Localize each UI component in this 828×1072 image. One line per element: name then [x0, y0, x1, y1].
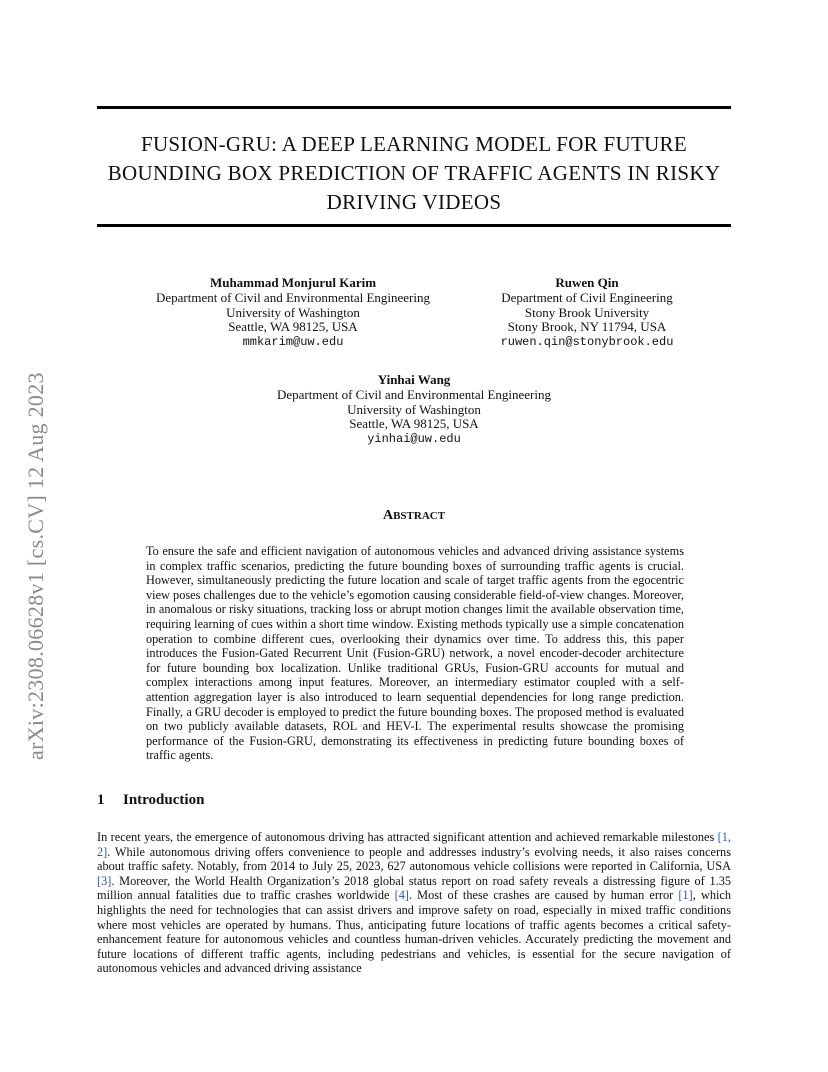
title-line-3: DRIVING VIDEOS	[326, 190, 502, 214]
author-email[interactable]: ruwen.qin@stonybrook.edu	[500, 335, 674, 350]
author-department: Department of Civil and Environmental Engineering	[276, 386, 551, 402]
author-department: Department of Civil Engineering	[501, 289, 673, 305]
introduction-paragraph	[97, 830, 731, 976]
title-line-2: BOUNDING BOX PREDICTION OF TRAFFIC AGENTS IN RISKY	[107, 161, 721, 185]
title-top-rule	[97, 106, 731, 109]
citation-link[interactable]: [3]	[97, 873, 112, 888]
title-line-1: FUSION-GRU: A DEEP LEARNING MODEL FOR FUTURE	[140, 132, 687, 156]
abstract-heading-initial: A	[382, 508, 394, 523]
author-university: Stony Brook University	[524, 304, 650, 320]
title-bottom-rule	[97, 224, 731, 227]
section-heading	[97, 792, 204, 809]
author-block-1	[130, 276, 456, 350]
author-email[interactable]: mmkarim@uw.edu	[242, 335, 344, 350]
author-address: Seattle, WA 98125, USA	[349, 416, 479, 432]
intro-text: In recent years, the emergence of autonomous driving has attracted significant attention and achieved remarkable milestones	[97, 830, 718, 844]
author-department: Department of Civil and Environmental Engineering	[155, 289, 430, 305]
citation-link[interactable]: [1, 2]	[97, 830, 731, 859]
section-number: 1	[97, 792, 105, 808]
paper-title	[97, 130, 731, 217]
author-email[interactable]: yinhai@uw.edu	[367, 432, 461, 447]
author-university: University of Washington	[347, 401, 481, 417]
abstract-heading-rest: BSTRACT	[393, 510, 446, 522]
author-name: Yinhai Wang	[377, 372, 451, 387]
intro-text: . Moreover, the World Health Organization’s 2018 global status report on road safety reveals a distressing figure of 1.35 million annual fatalities due to traffic crashes worldwide	[97, 873, 731, 903]
citation-link[interactable]: [4]	[394, 888, 409, 903]
author-name: Muhammad Monjurul Karim	[209, 275, 377, 290]
abstract-heading	[97, 508, 731, 524]
author-address: Stony Brook, NY 11794, USA	[507, 319, 667, 335]
intro-text: . While autonomous driving offers convenience to people and addresses industry’s evolving needs, it also raises concerns about traffic safety. Notably, from 2014 to July 25, 2023, 627 autonomous vehicle collisions were reported in California, USA	[97, 844, 731, 874]
intro-text: , which highlights the need for technologies that can assist drivers and improve safety on road, especially in mixed traffic conditions where most vehicles are operated by humans. Thus, anticipating future locations of traffic agents becomes a critical safety-enhancement feature for autonomous vehicles and countless human-driven vehicles. Accurately predicting the movement and future locations of different traffic agents, including pedestrians and vehicles, is essential for the secure navigation of autonomous vehicles and advanced driving assistance	[97, 888, 732, 976]
author-block-3	[250, 373, 578, 447]
citation-link[interactable]: [1]	[678, 888, 693, 903]
section-title: Introduction	[123, 792, 205, 808]
abstract-text: To ensure the safe and efficient navigation of autonomous vehicles and advanced driving assistance systems in complex traffic scenarios, predicting the future bounding boxes of surrounding traffic agents is crucial. However, simultaneously predicting the future location and scale of target traffic agents from the egocentric view poses challenges due to the vehicle’s egomotion causing considerable field-of-view changes. Moreover, in anomalous or risky situations, tracking loss or abrupt motion changes limit the available observation time, requiring learning of cues within a short time window. Existing methods typically use a simple concatenation operation to combine different cues, overlooking their dynamics over time. To address this, this paper introduces the Fusion-Gated Recurrent Unit (Fusion-GRU) network, a novel encoder-decoder architecture for future bounding box localization. Unlike traditional GRUs, Fusion-GRU accounts for mutual and complex interactions among input features. Moreover, an intermediary estimator coupled with a self-attention aggregation layer is also introduced to learn sequential dependencies for long range prediction. Finally, a GRU decoder is employed to predict the future bounding boxes. The proposed method is evaluated on two publicly available datasets, ROL and HEV-I. The experimental results showcase the promising performance of the Fusion-GRU, demonstrating its effectiveness in predicting future bounding boxes of traffic agents.	[146, 544, 684, 763]
author-block-2	[470, 276, 704, 350]
author-university: University of Washington	[226, 304, 360, 320]
author-address: Seattle, WA 98125, USA	[228, 319, 358, 335]
arxiv-identifier: arXiv:2308.06628v1 [cs.CV] 12 Aug 2023	[23, 372, 48, 760]
author-name: Ruwen Qin	[555, 275, 619, 290]
intro-text: . Most of these crashes are caused by human error	[408, 888, 679, 903]
